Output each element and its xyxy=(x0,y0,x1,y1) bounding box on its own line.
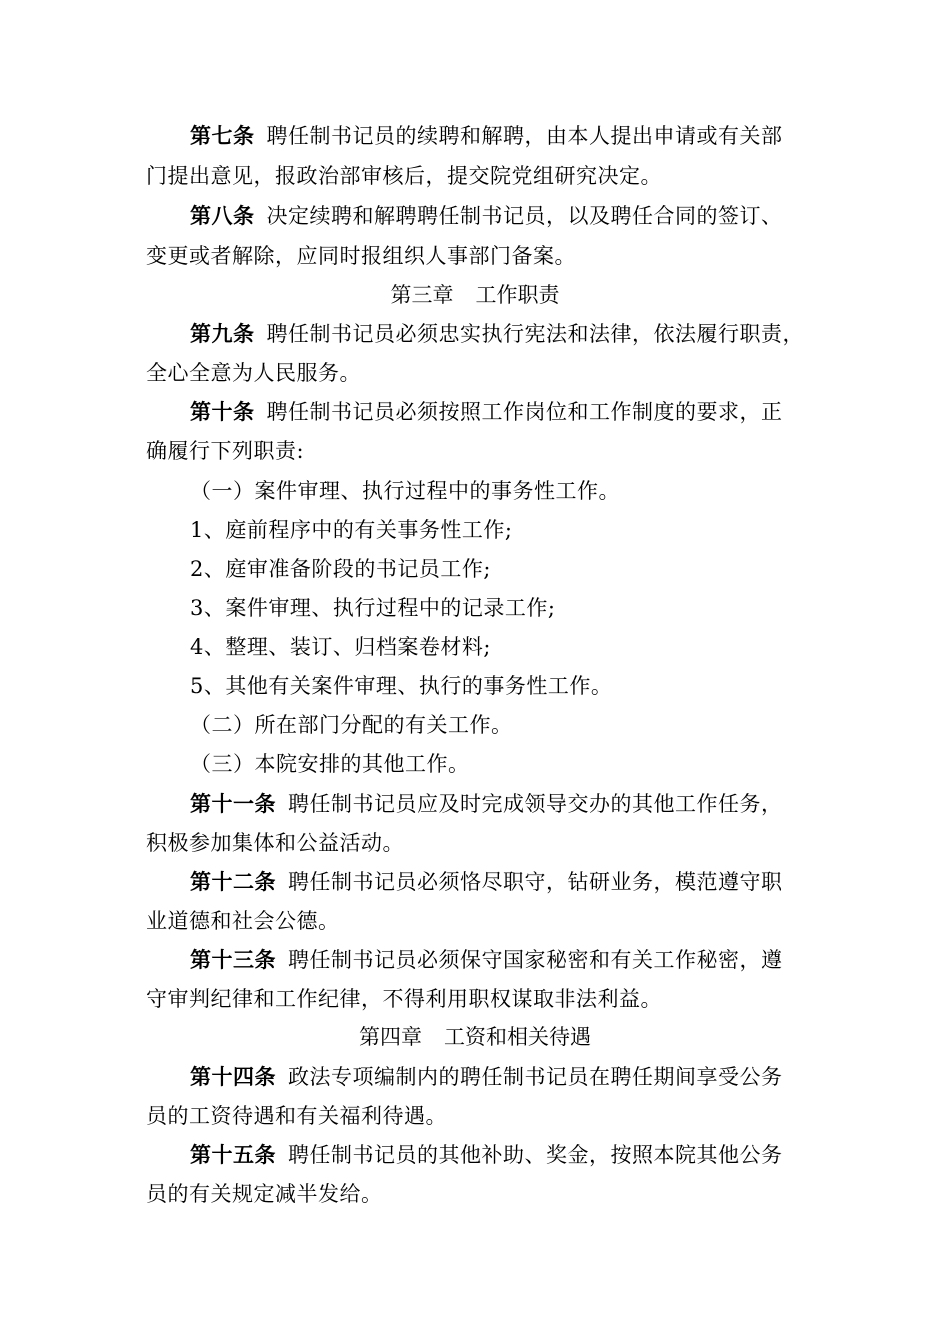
article-7-line-2: 门提出意见，报政治部审核后，提交院党组研究决定。 xyxy=(146,164,662,188)
article-15-text-1: 聘任制书记员的其他补助、奖金，按照本院其他公务 xyxy=(288,1143,783,1167)
article-14-label: 第十四条 xyxy=(190,1064,276,1089)
article-13-line-1 xyxy=(190,945,783,975)
article-13-label: 第十三条 xyxy=(190,947,276,972)
article-12-label: 第十二条 xyxy=(190,869,276,894)
chapter-4-heading xyxy=(0,1022,950,1052)
article-9-label: 第九条 xyxy=(190,321,255,346)
article-11-text-1: 聘任制书记员应及时完成领导交办的其他工作任务， xyxy=(288,792,783,816)
article-15-label: 第十五条 xyxy=(190,1142,276,1167)
article-9-text-1: 聘任制书记员必须忠实执行宪法和法律，依法履行职责， xyxy=(266,322,804,346)
article-9-line-1 xyxy=(190,319,804,349)
article-12-text-1: 聘任制书记员必须恪尽职守，钻研业务，模范遵守职 xyxy=(288,870,783,894)
article-10-line-1 xyxy=(190,397,783,427)
duty-item: 3、案件审理、执行过程中的记录工作; xyxy=(190,596,556,620)
article-7-text-1: 聘任制书记员的续聘和解聘，由本人提出申请或有关部 xyxy=(266,124,783,148)
article-12-line-1 xyxy=(190,867,783,897)
duty-item: （二）所在部门分配的有关工作。 xyxy=(190,713,513,737)
article-14-line-1 xyxy=(190,1062,783,1092)
article-9-line-2: 全心全意为人民服务。 xyxy=(146,361,361,385)
article-8-line-1 xyxy=(190,201,783,231)
duty-item: 2、庭审准备阶段的书记员工作; xyxy=(190,557,491,581)
article-10-label: 第十条 xyxy=(190,399,255,424)
duty-item: 4、整理、装订、归档案卷材料; xyxy=(190,635,491,659)
article-11-line-1 xyxy=(190,789,783,819)
duty-item: （三）本院安排的其他工作。 xyxy=(190,752,470,776)
article-8-text-1: 决定续聘和解聘聘任制书记员，以及聘任合同的签订、 xyxy=(266,204,783,228)
duty-item: （一）案件审理、执行过程中的事务性工作。 xyxy=(190,479,620,503)
article-13-line-2: 守审判纪律和工作纪律，不得利用职权谋取非法利益。 xyxy=(146,987,662,1011)
article-8-line-2: 变更或者解除，应同时报组织人事部门备案。 xyxy=(146,244,576,268)
article-7-label: 第七条 xyxy=(190,123,255,148)
article-10-text-1: 聘任制书记员必须按照工作岗位和工作制度的要求，正 xyxy=(266,400,783,424)
article-7-line-1 xyxy=(190,121,783,151)
chapter-4-title: 工资和相关待遇 xyxy=(444,1025,591,1049)
chapter-3-heading xyxy=(0,280,950,310)
article-14-text-1: 政法专项编制内的聘任制书记员在聘任期间享受公务 xyxy=(288,1065,783,1089)
article-11-label: 第十一条 xyxy=(190,791,276,816)
article-10-line-2: 确履行下列职责: xyxy=(146,439,305,463)
chapter-4-number: 第四章 xyxy=(359,1025,422,1049)
duty-item: 1、庭前程序中的有关事务性工作; xyxy=(190,518,513,542)
article-11-line-2: 积极参加集体和公益活动。 xyxy=(146,831,404,855)
article-13-text-1: 聘任制书记员必须保守国家秘密和有关工作秘密，遵 xyxy=(288,948,783,972)
article-15-line-2: 员的有关规定减半发给。 xyxy=(146,1182,383,1206)
article-15-line-1 xyxy=(190,1140,783,1170)
chapter-3-title: 工作职责 xyxy=(475,283,560,307)
article-12-line-2: 业道德和社会公德。 xyxy=(146,909,340,933)
duty-item: 5、其他有关案件审理、执行的事务性工作。 xyxy=(190,674,613,698)
article-14-line-2: 员的工资待遇和有关福利待遇。 xyxy=(146,1104,447,1128)
article-8-label: 第八条 xyxy=(190,203,255,228)
chapter-3-number: 第三章 xyxy=(390,283,454,307)
